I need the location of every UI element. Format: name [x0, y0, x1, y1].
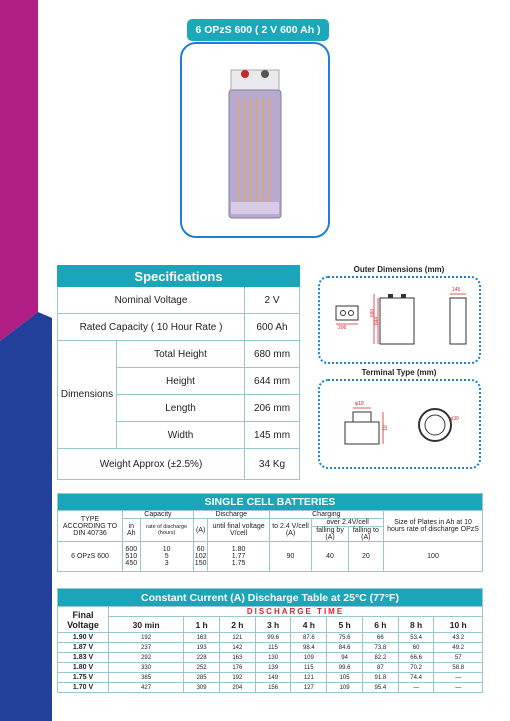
discharge-value: 192 [109, 633, 184, 643]
sub-in-ah: in Ah [123, 519, 141, 542]
dimension-value: 680 mm [245, 341, 300, 368]
discharge-value: 43.2 [434, 633, 483, 643]
discharge-column-header: 5 h [327, 617, 363, 633]
discharge-value: 127 [291, 683, 327, 693]
discharge-value: 115 [291, 663, 327, 673]
discharge-value: 75.6 [327, 633, 363, 643]
final-voltage-label: Final Voltage [58, 607, 109, 633]
discharge-value: 163 [219, 653, 255, 663]
discharge-value: 49.2 [434, 643, 483, 653]
col-capacity: Capacity [123, 511, 194, 519]
spec-label: Weight Approx (±2.5%) [58, 449, 245, 480]
discharge-value: 60 [398, 643, 434, 653]
discharge-value: 176 [219, 663, 255, 673]
dimension-label: Width [117, 422, 245, 449]
sub-over: over 2.4V/cell [312, 519, 384, 527]
decorative-side-bands [0, 0, 52, 721]
discharge-value: — [398, 683, 434, 693]
spec-value: 600 Ah [245, 314, 300, 341]
discharge-column-header: 1 h [184, 617, 220, 633]
discharge-value: 109 [291, 653, 327, 663]
col-plates: Size of Plates in Ah at 10 hours rate of discharge OPzS [384, 511, 483, 542]
discharge-value: 142 [219, 643, 255, 653]
discharge-value: 121 [291, 673, 327, 683]
sub-rate: rate of discharge (hours) [140, 519, 193, 542]
discharge-column-header: 4 h [291, 617, 327, 633]
dimension-label: Length [117, 395, 245, 422]
sub-falling-to: falling to (A) [348, 527, 383, 542]
sub-falling-by: falling by (A) [312, 527, 348, 542]
table-row [58, 673, 483, 683]
discharge-value: 156 [255, 683, 291, 693]
discharge-table [57, 588, 483, 693]
spec-value: 34 Kg [245, 449, 300, 480]
discharge-column-header: 30 min [109, 617, 184, 633]
discharge-value: 99.6 [255, 633, 291, 643]
discharge-value: 427 [109, 683, 184, 693]
outer-dimensions-title: Outer Dimensions (mm) [353, 265, 445, 274]
dimension-value: 644 mm [245, 368, 300, 395]
specifications-table [57, 265, 300, 480]
discharge-value: 84.6 [327, 643, 363, 653]
terminal-ring-label: φ30 [450, 416, 459, 422]
voltage-label: 1.83 V [58, 653, 109, 663]
table-row [58, 663, 483, 673]
discharge-value: 228 [184, 653, 220, 663]
terminal-diameter-label: φ18 [355, 401, 364, 407]
discharge-value: 95.4 [362, 683, 398, 693]
dimension-label: Height [117, 368, 245, 395]
discharge-heading: Constant Current (A) Discharge Table at 25°C (77°F) [58, 589, 483, 607]
discharge-value: 163 [184, 633, 220, 643]
discharge-time-label: DISCHARGE TIME [109, 607, 483, 617]
discharge-value: 53.4 [398, 633, 434, 643]
discharge-value: 82.2 [362, 653, 398, 663]
outer-height-label: 680 [370, 308, 377, 318]
discharge-value: 204 [219, 683, 255, 693]
outer-dimensions-drawing [330, 286, 475, 356]
terminal-type-title: Terminal Type (mm) [361, 368, 437, 377]
voltage-label: 1.90 V [58, 633, 109, 643]
discharge-value: 87.6 [291, 633, 327, 643]
discharge-value: 237 [109, 643, 184, 653]
single-cell-heading: SINGLE CELL BATTERIES [58, 494, 483, 511]
discharge-value: — [434, 673, 483, 683]
discharge-value: 130 [255, 653, 291, 663]
battery-cell-image [225, 62, 287, 222]
discharge-value: 74.4 [398, 673, 434, 683]
discharge-value: 252 [184, 663, 220, 673]
cell-type: 6 OPzS 600 [58, 542, 123, 572]
table-row [58, 633, 483, 643]
table-row [58, 683, 483, 693]
voltage-label: 1.75 V [58, 673, 109, 683]
specifications-heading: Specifications [58, 266, 300, 287]
discharge-value: 109 [327, 683, 363, 693]
discharge-value: 58.8 [434, 663, 483, 673]
discharge-value: 139 [255, 663, 291, 673]
dimension-value: 206 mm [245, 395, 300, 422]
single-cell-table [57, 493, 483, 572]
discharge-value: 115 [255, 643, 291, 653]
discharge-column-header: 6 h [362, 617, 398, 633]
dimension-value: 145 mm [245, 422, 300, 449]
cell-to-24: 90 [269, 542, 312, 572]
discharge-column-header: 10 h [434, 617, 483, 633]
discharge-column-header: 2 h [219, 617, 255, 633]
outer-length-label: 206 [338, 325, 347, 331]
discharge-value: 73.8 [362, 643, 398, 653]
cell-ah: 600 510 450 [123, 542, 141, 572]
discharge-value: 121 [219, 633, 255, 643]
discharge-value: 193 [184, 643, 220, 653]
discharge-value: 105 [327, 673, 363, 683]
discharge-value: 87 [362, 663, 398, 673]
sub-a: (A) [193, 519, 208, 542]
col-type: TYPE ACCORDING TO DIN 40736 [58, 511, 123, 542]
cell-final: 1.80 1.77 1.75 [208, 542, 269, 572]
dimensions-label: Dimensions [58, 341, 117, 449]
cell-falling-by: 40 [312, 542, 348, 572]
voltage-label: 1.87 V [58, 643, 109, 653]
discharge-value: 94 [327, 653, 363, 663]
discharge-value: — [434, 683, 483, 693]
discharge-value: 91.8 [362, 673, 398, 683]
discharge-value: 66 [362, 633, 398, 643]
spec-label: Nominal Voltage [58, 287, 245, 314]
col-charging: Charging [269, 511, 383, 519]
table-row [58, 643, 483, 653]
discharge-value: 66.6 [398, 653, 434, 663]
discharge-value: 70.2 [398, 663, 434, 673]
cell-rate: 10 5 3 [140, 542, 193, 572]
product-title: 6 OPzS 600 ( 2 V 600 Ah ) [187, 19, 329, 41]
discharge-value: 285 [184, 673, 220, 683]
discharge-value: 98.4 [291, 643, 327, 653]
discharge-value: 192 [219, 673, 255, 683]
discharge-value: 385 [109, 673, 184, 683]
sub-to-24: to 2.4 V/cell (A) [269, 519, 312, 542]
discharge-column-header: 8 h [398, 617, 434, 633]
outer-width-label: 145 [452, 287, 461, 293]
discharge-column-header: 3 h [255, 617, 291, 633]
cell-plates: 100 [384, 542, 483, 572]
discharge-value: 309 [184, 683, 220, 693]
discharge-value: 149 [255, 673, 291, 683]
discharge-value: 330 [109, 663, 184, 673]
discharge-value: 57 [434, 653, 483, 663]
cell-a: 60 102 150 [193, 542, 208, 572]
spec-value: 2 V [245, 287, 300, 314]
col-discharge: Discharge [193, 511, 269, 519]
voltage-label: 1.70 V [58, 683, 109, 693]
terminal-height-label: 18 [382, 425, 389, 431]
dimension-label: Total Height [117, 341, 245, 368]
spec-label: Rated Capacity ( 10 Hour Rate ) [58, 314, 245, 341]
outer-inner-height-label: 644 [374, 316, 381, 326]
discharge-value: 292 [109, 653, 184, 663]
voltage-label: 1.80 V [58, 663, 109, 673]
table-row [58, 653, 483, 663]
sub-final: until final voltage V/cell [208, 519, 269, 542]
cell-falling-to: 20 [348, 542, 383, 572]
discharge-value: 99.6 [327, 663, 363, 673]
